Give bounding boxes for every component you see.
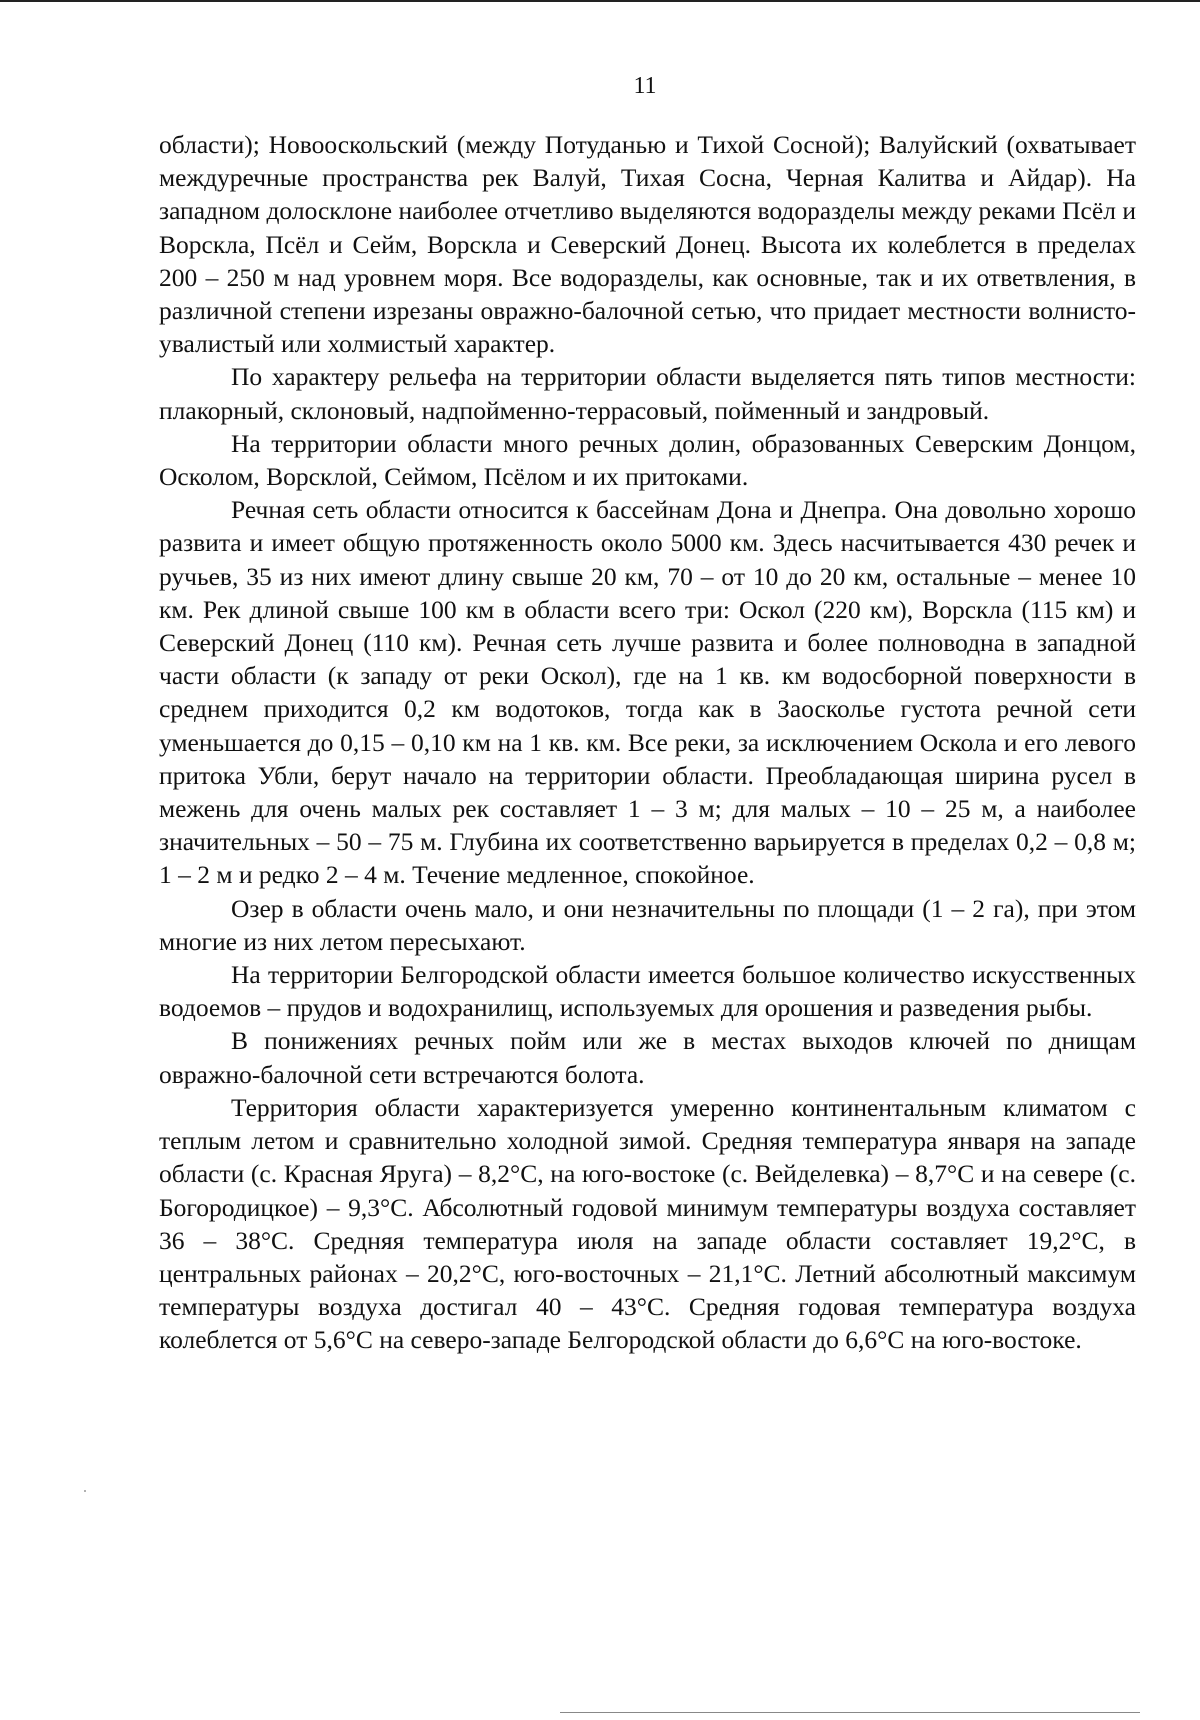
scan-speck	[84, 1490, 86, 1492]
paragraph-reservoirs: На территории Белгородской области имеется большое количество искусственных водоемов – прудов и водохранилищ, используемых для орошения и разведения рыбы.	[159, 960, 1136, 1023]
paragraph-watersheds: области); Новооскольский (между Потуданью и Тихой Сосной); Валуйский (охватывает междуречные пространства рек Валуй, Тихая Сосна, Черная Калитва и Айдар). На западном долосклоне наиболее отчетливо выделяются водоразделы между реками Псёл и Ворскла, Псёл и Сейм, Ворскла и Северский Донец. Высота их колеблется в пределах 200 – 250 м над уровнем моря. Все водоразделы, как основные, так и их ответвления, в различной степени изрезаны овражно-балочной сетью, что придает местности волнисто-увалистый или холмистый характер.	[159, 130, 1136, 359]
paragraph-relief-types: По характеру рельефа на территории области выделяется пять типов местности: плакорный, склоновый, надпойменно-террасовый, пойменный и зандровый.	[159, 362, 1136, 425]
top-border-line	[0, 0, 1200, 2]
page-number: 11	[633, 73, 657, 99]
paragraph-river-network: Речная сеть области относится к бассейнам Дона и Днепра. Она довольно хорошо развита и имеет общую протяженность около 5000 км. Здесь насчитывается 430 речек и ручьев, 35 из них имеют длину свыше 20 км, 70 – от 10 до 20 км, остальные – менее 10 км. Рек длиной свыше 100 км в области всего три: Оскол (220 км), Ворскла (115 км) и Северский Донец (110 км). Речная сеть лучше развита и более полноводна в западной части области (к западу от реки Оскол), где на 1 кв. км водосборной поверхности в среднем приходится 0,2 км водотоков, тогда как в Заосколье густота речной сети уменьшается до 0,15 – 0,10 км на 1 кв. км. Все реки, за исключением Оскола и его левого притока Убли, берут начало на территории области. Преобладающая ширина русел в межень для очень малых рек составляет 1 – 3 м; для малых – 10 – 25 м, а наиболее значительных – 50 – 75 м. Глубина их соответственно варьируется в пределах 0,2 – 0,8 м; 1 – 2 м и редко 2 – 4 м. Течение медленное, спокойное.	[159, 495, 1136, 890]
document-body	[159, 128, 1136, 1357]
bottom-scan-line	[560, 1712, 1140, 1713]
paragraph-swamps: В понижениях речных пойм или же в местах выходов ключей по днищам овражно-балочной сети встречаются болота.	[159, 1026, 1136, 1089]
paragraph-river-valleys: На территории области много речных долин, образованных Северским Донцом, Осколом, Ворсклой, Сеймом, Псёлом и их притоками.	[159, 428, 1136, 492]
paragraph-climate: Территория области характеризуется умеренно континентальным климатом с теплым летом и сравнительно холодной зимой. Средняя температура января на западе области (с. Красная Яруга) – 8,2°С, на юго-востоке (с. Вейделевка) – 8,7°С и на севере (с. Богородицкое) – 9,3°С. Абсолютный годовой минимум температуры воздуха составляет 36 – 38°С. Средняя температура июля на западе области составляет 19,2°С, в центральных районах – 20,2°С, юго-восточных – 21,1°С. Летний абсолютный максимум температуры воздуха достигал 40 – 43°С. Средняя годовая температура воздуха колеблется от 5,6°С на северо-западе Белгородской области до 6,6°С на юго-востоке.	[159, 1092, 1136, 1355]
paragraph-lakes: Озер в области очень мало, и они незначительны по площади (1 – 2 га), при этом многие из них летом пересыхают.	[159, 893, 1136, 956]
